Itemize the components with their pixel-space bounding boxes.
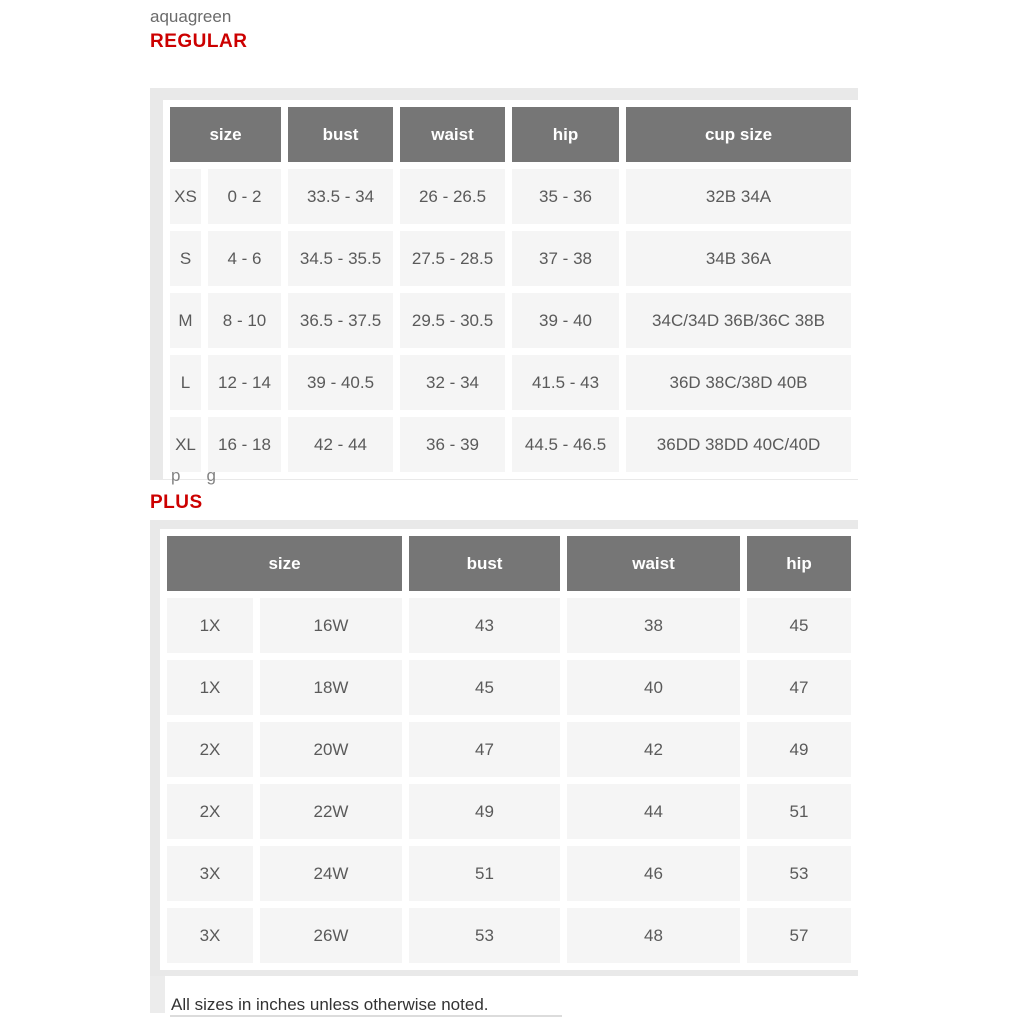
table-row bbox=[167, 722, 851, 777]
units-footnote: All sizes in inches unless otherwise noted. bbox=[171, 995, 489, 1014]
plus-header-row bbox=[167, 536, 851, 591]
clipped-text-fragment: pg bbox=[171, 466, 242, 485]
table-row bbox=[170, 169, 851, 224]
size-letter-cell: 2X bbox=[167, 722, 253, 777]
clipped-text-artifact bbox=[171, 466, 858, 487]
size-letter-cell: S bbox=[170, 231, 201, 286]
waist-cell: 29.5 - 30.5 bbox=[400, 293, 505, 348]
size-letter-cell: 1X bbox=[167, 660, 253, 715]
waist-cell: 36 - 39 bbox=[400, 417, 505, 472]
size-w-cell: 24W bbox=[260, 846, 402, 901]
waist-cell: 40 bbox=[567, 660, 740, 715]
table-row bbox=[170, 355, 851, 410]
plus-size-table bbox=[160, 529, 858, 970]
size-letter-cell: M bbox=[170, 293, 201, 348]
hip-cell: 47 bbox=[747, 660, 851, 715]
bust-column-header: bust bbox=[288, 107, 393, 162]
cup-size-cell: 36DD 38DD 40C/40D bbox=[626, 417, 851, 472]
waist-cell: 48 bbox=[567, 908, 740, 963]
table-row bbox=[170, 293, 851, 348]
regular-section-heading: REGULAR bbox=[150, 31, 248, 52]
footnote-row bbox=[150, 976, 858, 1015]
hip-cell: 51 bbox=[747, 784, 851, 839]
size-w-cell: 26W bbox=[260, 908, 402, 963]
waist-cell: 44 bbox=[567, 784, 740, 839]
bust-cell: 47 bbox=[409, 722, 560, 777]
size-range-cell: 8 - 10 bbox=[208, 293, 281, 348]
waist-cell: 32 - 34 bbox=[400, 355, 505, 410]
size-column-header: size bbox=[170, 107, 281, 162]
bust-cell: 43 bbox=[409, 598, 560, 653]
hip-column-header: hip bbox=[512, 107, 619, 162]
hip-cell: 45 bbox=[747, 598, 851, 653]
regular-header-row bbox=[170, 107, 851, 162]
waist-cell: 26 - 26.5 bbox=[400, 169, 505, 224]
bust-cell: 51 bbox=[409, 846, 560, 901]
size-range-cell: 0 - 2 bbox=[208, 169, 281, 224]
bust-cell: 53 bbox=[409, 908, 560, 963]
size-w-cell: 18W bbox=[260, 660, 402, 715]
size-letter-cell: 3X bbox=[167, 846, 253, 901]
table-row bbox=[167, 908, 851, 963]
cutoff-section-divider bbox=[170, 1015, 562, 1017]
waist-cell: 46 bbox=[567, 846, 740, 901]
bust-column-header: bust bbox=[409, 536, 560, 591]
size-range-cell: 12 - 14 bbox=[208, 355, 281, 410]
hip-cell: 39 - 40 bbox=[512, 293, 619, 348]
waist-cell: 38 bbox=[567, 598, 740, 653]
hip-cell: 57 bbox=[747, 908, 851, 963]
waist-cell: 27.5 - 28.5 bbox=[400, 231, 505, 286]
cup-size-cell: 36D 38C/38D 40B bbox=[626, 355, 851, 410]
table-row bbox=[167, 598, 851, 653]
hip-cell: 53 bbox=[747, 846, 851, 901]
size-letter-cell: 2X bbox=[167, 784, 253, 839]
size-letter-cell: 3X bbox=[167, 908, 253, 963]
panel-left-edge-strip bbox=[150, 976, 165, 1013]
bust-cell: 49 bbox=[409, 784, 560, 839]
cup-size-column-header: cup size bbox=[626, 107, 851, 162]
table-row bbox=[170, 417, 851, 472]
table-row bbox=[167, 660, 851, 715]
waist-column-header: waist bbox=[400, 107, 505, 162]
table-row bbox=[167, 846, 851, 901]
hip-cell: 37 - 38 bbox=[512, 231, 619, 286]
size-w-cell: 20W bbox=[260, 722, 402, 777]
size-column-header: size bbox=[167, 536, 402, 591]
hip-cell: 41.5 - 43 bbox=[512, 355, 619, 410]
plus-table-panel bbox=[150, 520, 858, 976]
regular-table-panel bbox=[150, 88, 858, 480]
plus-section-heading: PLUS bbox=[150, 492, 203, 513]
size-letter-cell: XS bbox=[170, 169, 201, 224]
hip-cell: 49 bbox=[747, 722, 851, 777]
size-letter-cell: 1X bbox=[167, 598, 253, 653]
waist-cell: 42 bbox=[567, 722, 740, 777]
size-w-cell: 16W bbox=[260, 598, 402, 653]
hip-cell: 44.5 - 46.5 bbox=[512, 417, 619, 472]
hip-column-header: hip bbox=[747, 536, 851, 591]
size-w-cell: 22W bbox=[260, 784, 402, 839]
size-range-cell: 16 - 18 bbox=[208, 417, 281, 472]
bust-cell: 34.5 - 35.5 bbox=[288, 231, 393, 286]
bust-cell: 36.5 - 37.5 bbox=[288, 293, 393, 348]
table-row bbox=[170, 231, 851, 286]
table-row bbox=[167, 784, 851, 839]
bust-cell: 33.5 - 34 bbox=[288, 169, 393, 224]
brand-label: aquagreen bbox=[150, 7, 232, 26]
hip-cell: 35 - 36 bbox=[512, 169, 619, 224]
waist-column-header: waist bbox=[567, 536, 740, 591]
cup-size-cell: 32B 34A bbox=[626, 169, 851, 224]
size-chart-content bbox=[150, 0, 858, 1017]
bust-cell: 39 - 40.5 bbox=[288, 355, 393, 410]
cup-size-cell: 34C/34D 36B/36C 38B bbox=[626, 293, 851, 348]
bust-cell: 45 bbox=[409, 660, 560, 715]
size-letter-cell: L bbox=[170, 355, 201, 410]
cup-size-cell: 34B 36A bbox=[626, 231, 851, 286]
regular-size-table bbox=[163, 100, 858, 479]
size-letter-cell: XL bbox=[170, 417, 201, 472]
bust-cell: 42 - 44 bbox=[288, 417, 393, 472]
size-range-cell: 4 - 6 bbox=[208, 231, 281, 286]
